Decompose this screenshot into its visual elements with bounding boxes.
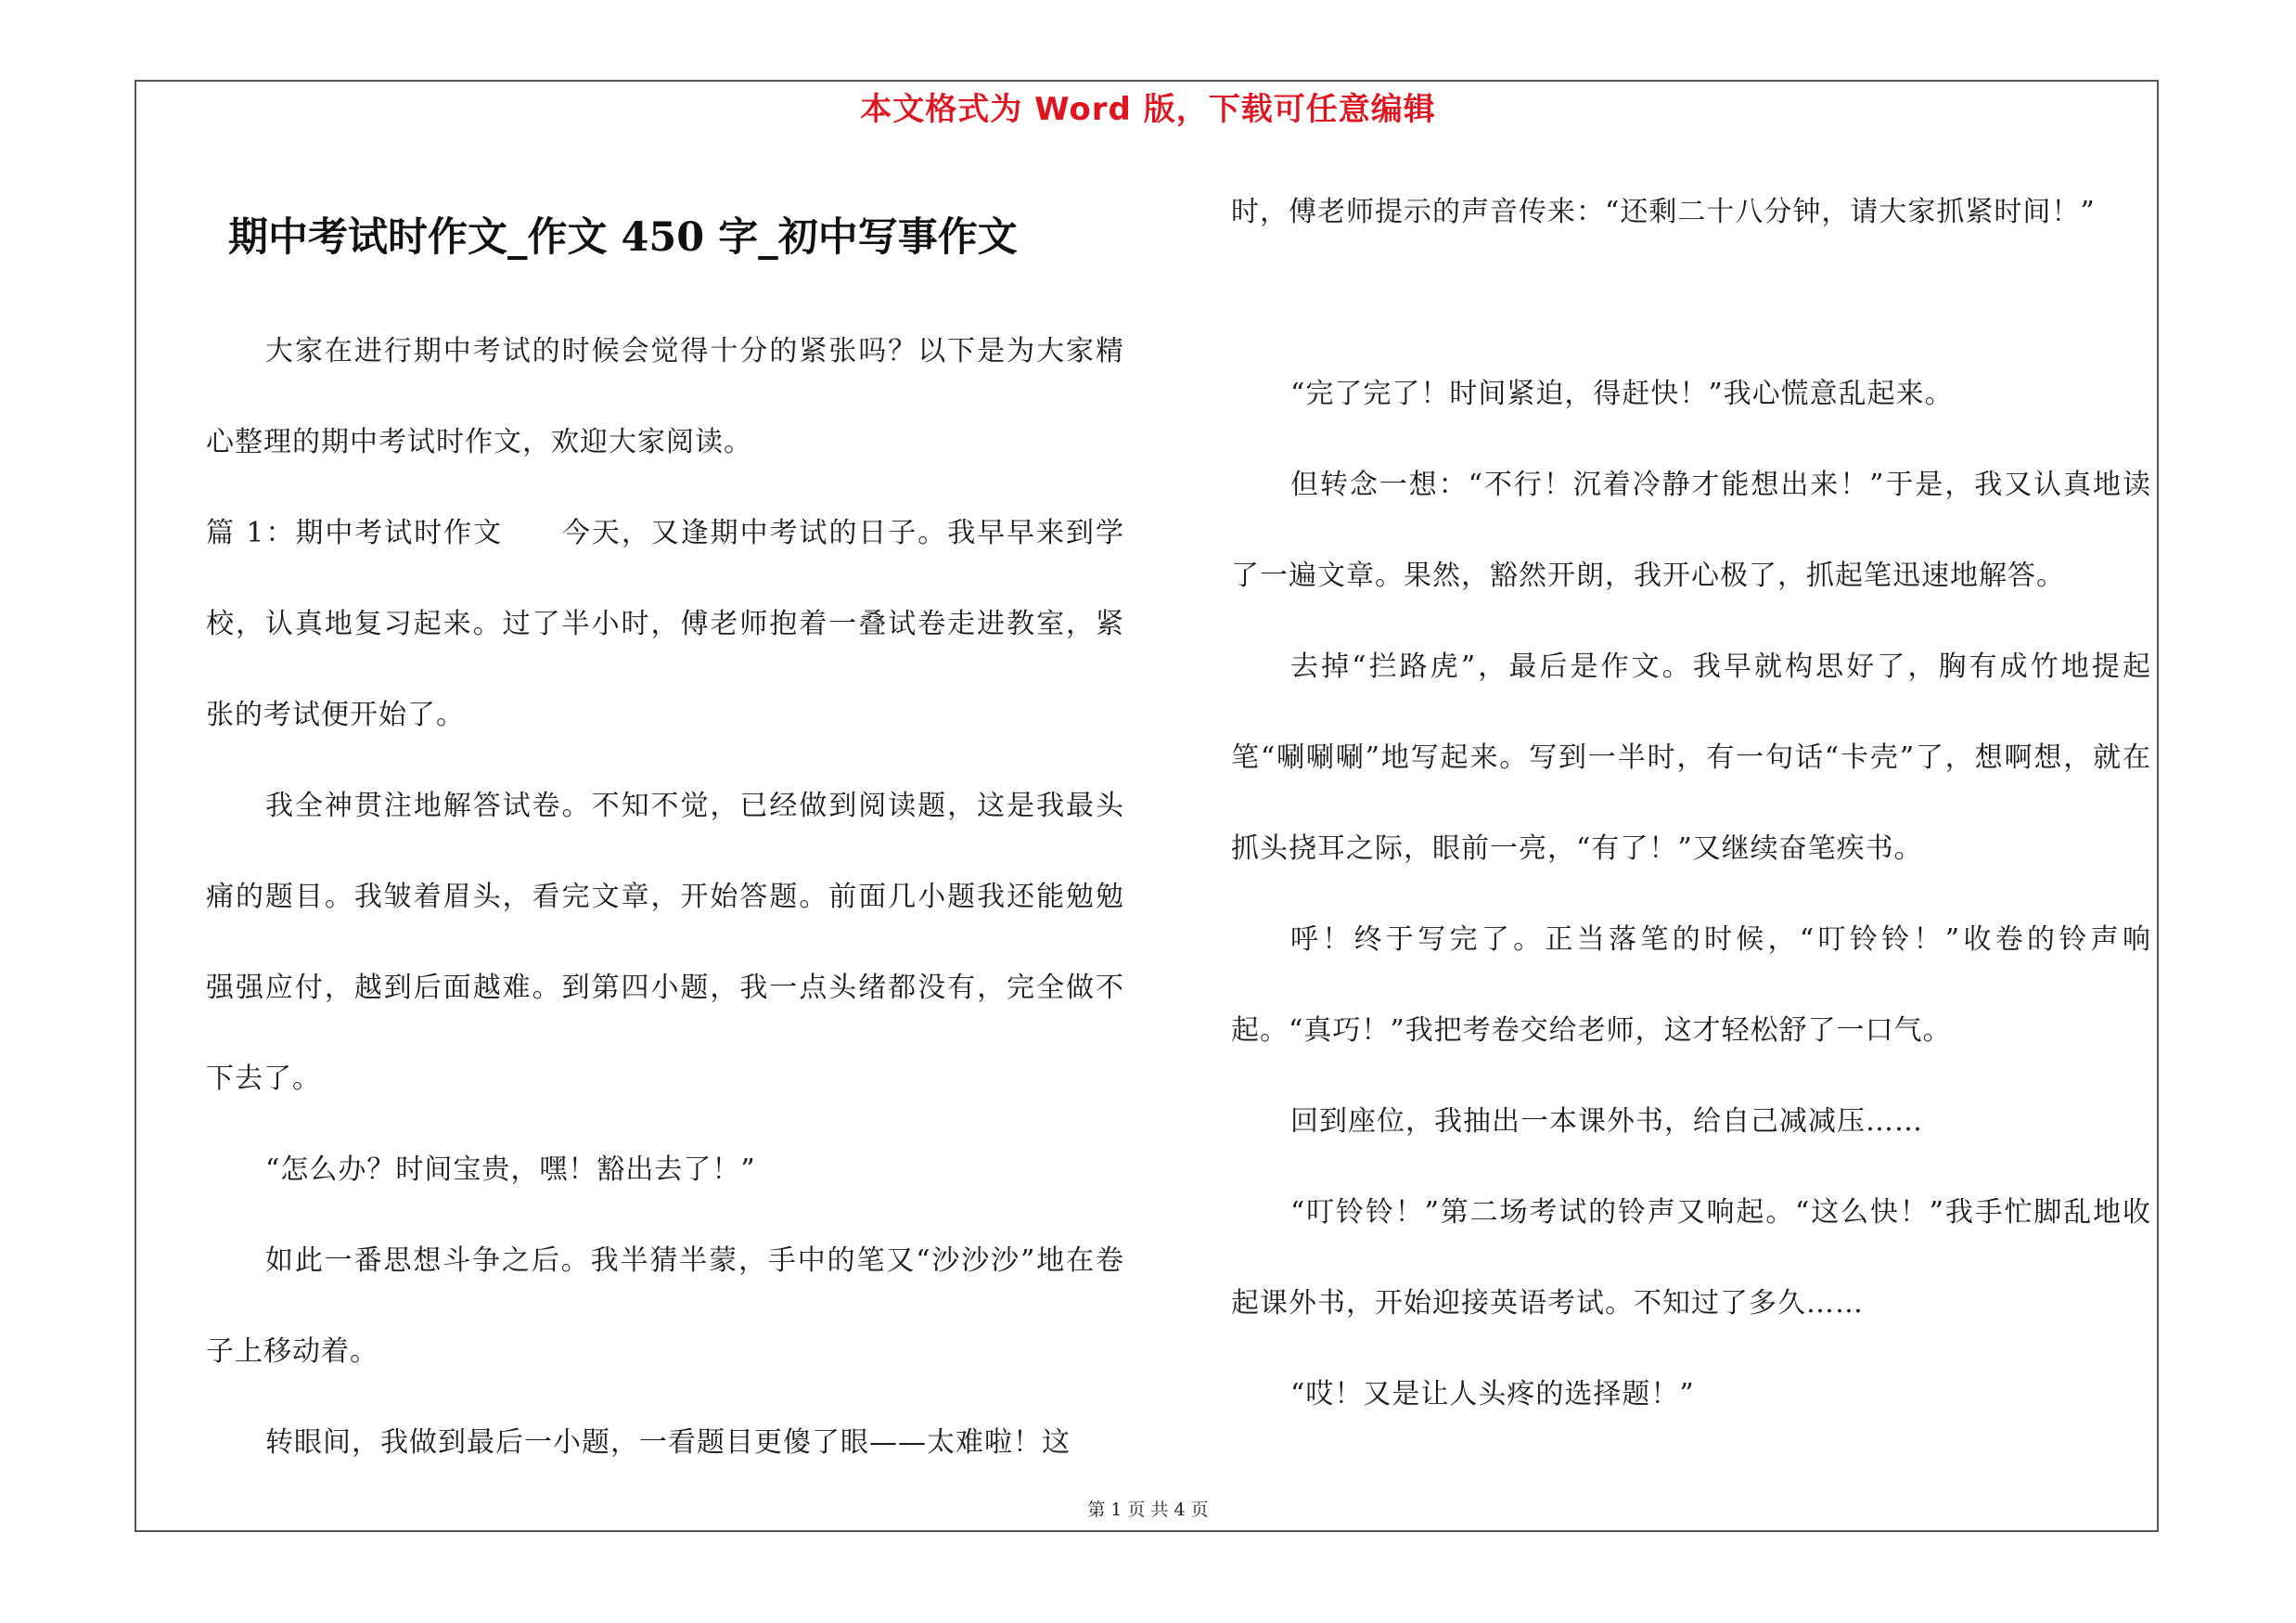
paragraph: 回到座位，我抽出一本课外书，给自己减减压…… — [1290, 1105, 1923, 1138]
paragraph: 我全神贯注地解答试卷。不知不觉，已经做到阅读题，这是我最头痛的题目。我皱着眉头，看完文章，开始答题。前面几小题我还能勉勉强强应付，越到后面越难。到第四小题，我一点头绪都没有，完全做不下去了。 — [206, 790, 1124, 1095]
page-number-footer: 第 1 页 共 4 页 — [1087, 1500, 1209, 1520]
paragraph: 大家在进行期中考试的时候会觉得十分的紧张吗？以下是为大家精心整理的期中考试时作文，欢迎大家阅读。 — [206, 335, 1124, 458]
paragraph: “叮铃铃！”第二场考试的铃声又响起。“这么快！”我手忙脚乱地收起课外书，开始迎接英语考试。不知过了多久…… — [1231, 1196, 2151, 1320]
paragraph: 篇 1：期中考试时作文 今天，又逢期中考试的日子。我早早来到学校，认真地复习起来。过了半小时，傅老师抱着一叠试卷走进教室，紧张的考试便开始了。 — [206, 517, 1124, 731]
paragraph: 转眼间，我做到最后一小题，一看题目更傻了眼——太难啦！这 — [265, 1426, 1071, 1459]
paragraph: “怎么办？时间宝贵，嘿！豁出去了！” — [265, 1153, 756, 1186]
paragraph: “哎！又是让人头疼的选择题！” — [1290, 1378, 1695, 1410]
format-banner: 本文格式为 Word 版，下载可任意编辑 — [860, 91, 1436, 128]
paragraph: 时，傅老师提示的声音传来：“还剩二十八分钟，请大家抓紧时间！” — [1231, 196, 2096, 228]
paragraph: “完了完了！时间紧迫，得赶快！”我心慌意乱起来。 — [1290, 378, 1954, 410]
paragraph: 如此一番思想斗争之后。我半猜半蒙，手中的笔又“沙沙沙”地在卷子上移动着。 — [206, 1244, 1124, 1368]
document-title: 期中考试时作文_作文 450 字_初中写事作文 — [228, 214, 1018, 261]
paragraph: 但转念一想：“不行！沉着冷静才能想出来！”于是，我又认真地读了一遍文章。果然，豁然开朗，我开心极了，抓起笔迅速地解答。 — [1231, 469, 2151, 592]
paragraph: 去掉“拦路虎”，最后是作文。我早就构思好了，胸有成竹地提起笔“唰唰唰”地写起来。写到一半时，有一句话“卡壳”了，想啊想，就在抓头挠耳之际，眼前一亮，“有了！”又继续奋笔疾书。 — [1231, 650, 2151, 865]
paragraph: 呼！终于写完了。正当落笔的时候，“叮铃铃！”收卷的铃声响起。“真巧！”我把考卷交给老师，这才轻松舒了一口气。 — [1231, 923, 2151, 1047]
